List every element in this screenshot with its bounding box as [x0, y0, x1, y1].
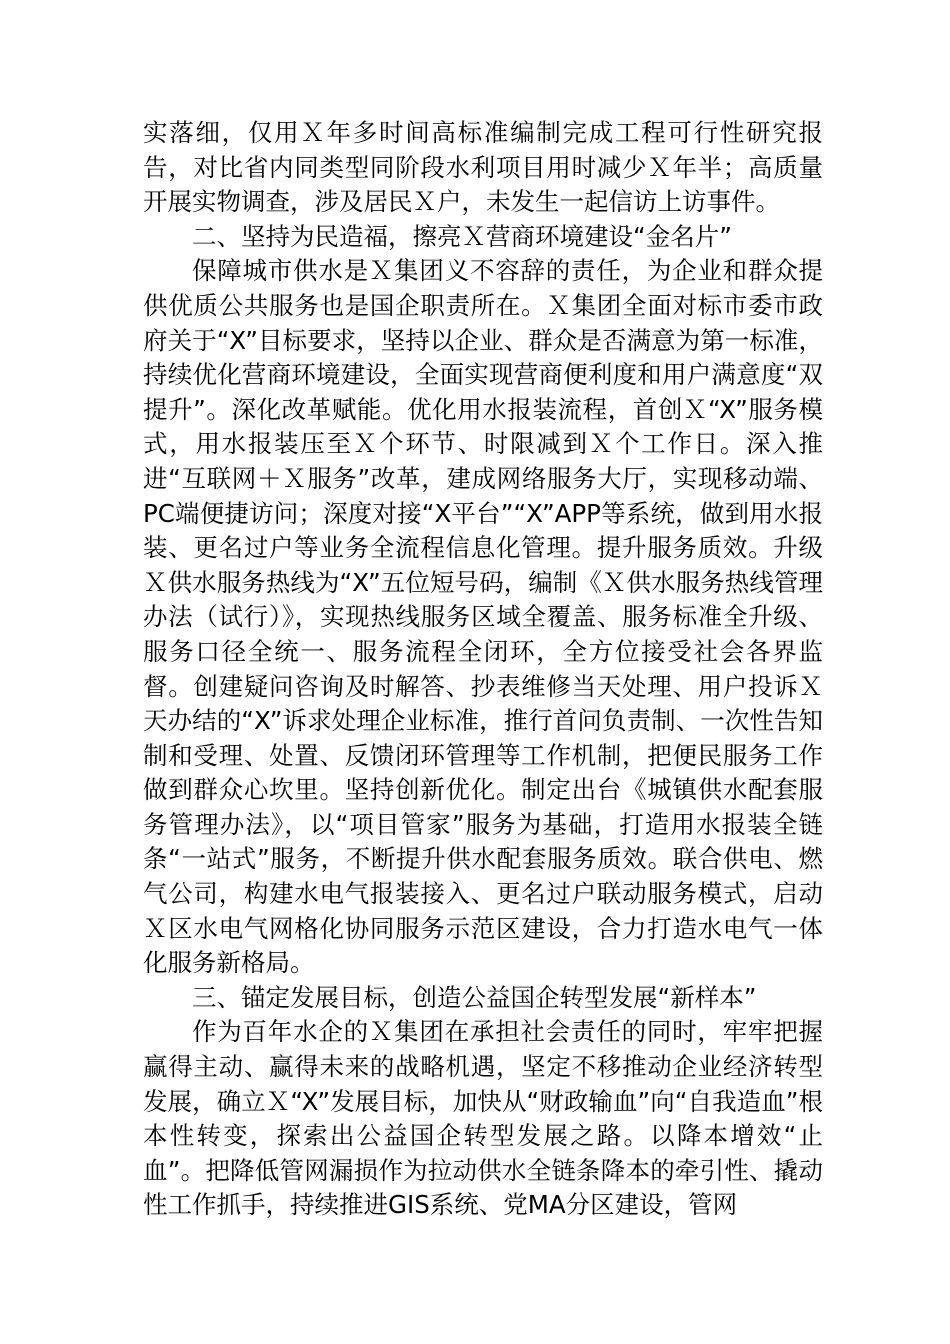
section-heading-3: 三、锚定发展目标，创造公益国企转型发展“新样本” — [192, 982, 757, 1012]
section-heading-2: 二、坚持为民造福，擦亮Ｘ营商环境建设“金名片” — [192, 221, 732, 251]
paragraph-1: 实落细，仅用Ｘ年多时间高标准编制完成工程可行性研究报告，对比省内同类型同阶段水利项目用时减少Ｘ年半；高质量开展实物调查，涉及居民Ｘ户，未发生一起信访上访事件。 — [143, 118, 823, 217]
paragraph-2: 保障城市供水是Ｘ集团义不容辞的责任，为企业和群众提供优质公共服务也是国企职责所在。Ｘ集团全面对标市委市政府关于“X”目标要求，坚持以企业、群众是否满意为第一标准，持续优化营商环境建设，全面实现营商便利度和用户满意度“双提升”。深化改革赋能。优化用水报装流程，首创Ｘ“X”服务模式，用水报装压至Ｘ个环节、时限减到Ｘ个工作日。深入推进“互联网＋Ｘ服务”改革，建成网络服务大厅，实现移动端、PC端便捷访问；深度对接“X平台”“X”APP等系统，做到用水报装、更名过户等业务全流程信息化管理。提升服务质效。升级Ｘ供水服务热线为“X”五位短号码，编制《Ｘ供水服务热线管理办法（试行）》，实现热线服务区域全覆盖、服务标准全升级、服务口径全统一、服务流程全闭环，全方位接受社会各界监督。创建疑问咨询及时解答、抄表维修当天处理、用户投诉Ｘ天办结的“X”诉求处理企业标准，推行首问负责制、一次性告知制和受理、处置、反馈闭环管理等工作机制，把便民服务工作做到群众心坎里。坚持创新优化。制定出台《城镇供水配套服务管理办法》，以“项目管家”服务为基础，打造用水报装全链条“一站式”服务，不断提升供水配套服务质效。联合供电、燃气公司，构建水电气报装接入、更名过户联动服务模式，启动Ｘ区水电气网格化协同服务示范区建设，合力打造水电气一体化服务新格局。 — [143, 256, 823, 978]
document-body — [143, 116, 823, 1223]
paragraph-3: 作为百年水企的Ｘ集团在承担社会责任的同时，牢牢把握赢得主动、赢得未来的战略机遇，坚定不移推动企业经济转型发展，确立Ｘ“X”发展目标，加快从“财政输血”向“自我造血”根本性转变，探索出公益国企转型发展之路。以降本增效“止血”。把降低管网漏损作为拉动供水全链条降本的牵引性、撬动性工作抓手，持续推进GIS系统、党MA分区建设，管网 — [143, 1017, 823, 1220]
